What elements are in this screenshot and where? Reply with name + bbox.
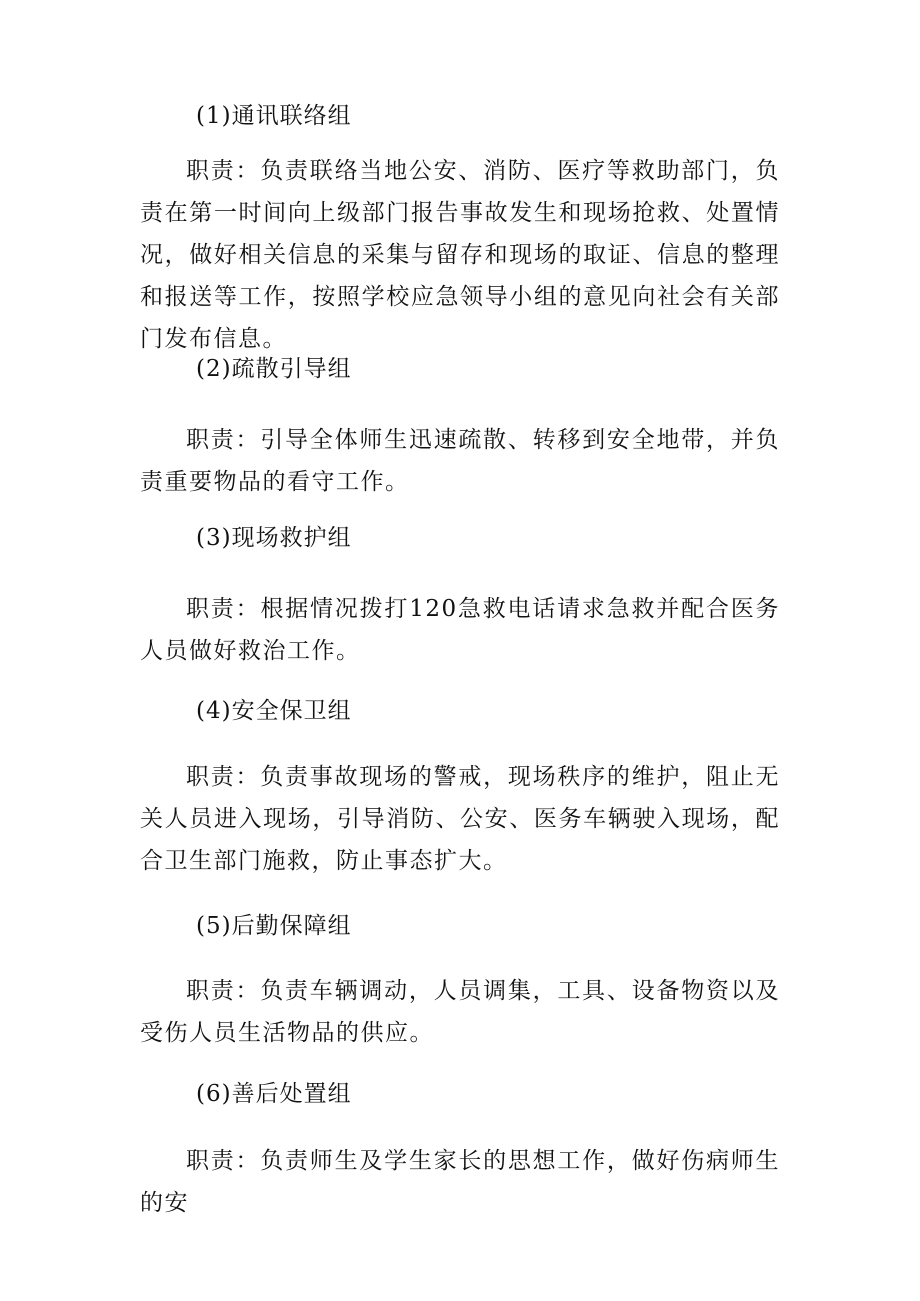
section-duty-logistics: 职责：负责车辆调动，人员调集，工具、设备物资以及受伤人员生活物品的供应。 xyxy=(140,978,780,1046)
section-duty-evacuation: 职责：引导全体师生迅速疏散、转移到安全地带，并负责重要物品的看守工作。 xyxy=(140,427,780,495)
section-duty-communication: 职责：负责联络当地公安、消防、医疗等救助部门，负责在第一时间向上级部门报告事故发生和现场抢救、处置情况，做好相关信息的采集与留存和现场的取证、信息的整理和报送等工作，按照学校应急领导小组的意见向社会有关部门发布信息。 xyxy=(140,158,780,352)
section-heading-communication: (1)通讯联络组 xyxy=(196,103,352,129)
section-heading-evacuation: (2)疏散引导组 xyxy=(196,356,352,382)
section-heading-logistics: (5)后勤保障组 xyxy=(196,913,352,939)
section-heading-security: (4)安全保卫组 xyxy=(196,698,352,724)
section-heading-rescue: (3)现场救护组 xyxy=(196,525,352,551)
section-duty-rescue: 职责：根据情况拨打120急救电话请求急救并配合医务人员做好救治工作。 xyxy=(140,596,780,664)
section-duty-aftermath: 职责：负责师生及学生家长的思想工作，做好伤病师生的安 xyxy=(140,1148,780,1216)
section-duty-security: 职责：负责事故现场的警戒，现场秩序的维护，阻止无关人员进入现场，引导消防、公安、医务车辆驶入现场，配合卫生部门施救，防止事态扩大。 xyxy=(140,764,780,874)
section-heading-aftermath: (6)善后处置组 xyxy=(196,1081,352,1107)
